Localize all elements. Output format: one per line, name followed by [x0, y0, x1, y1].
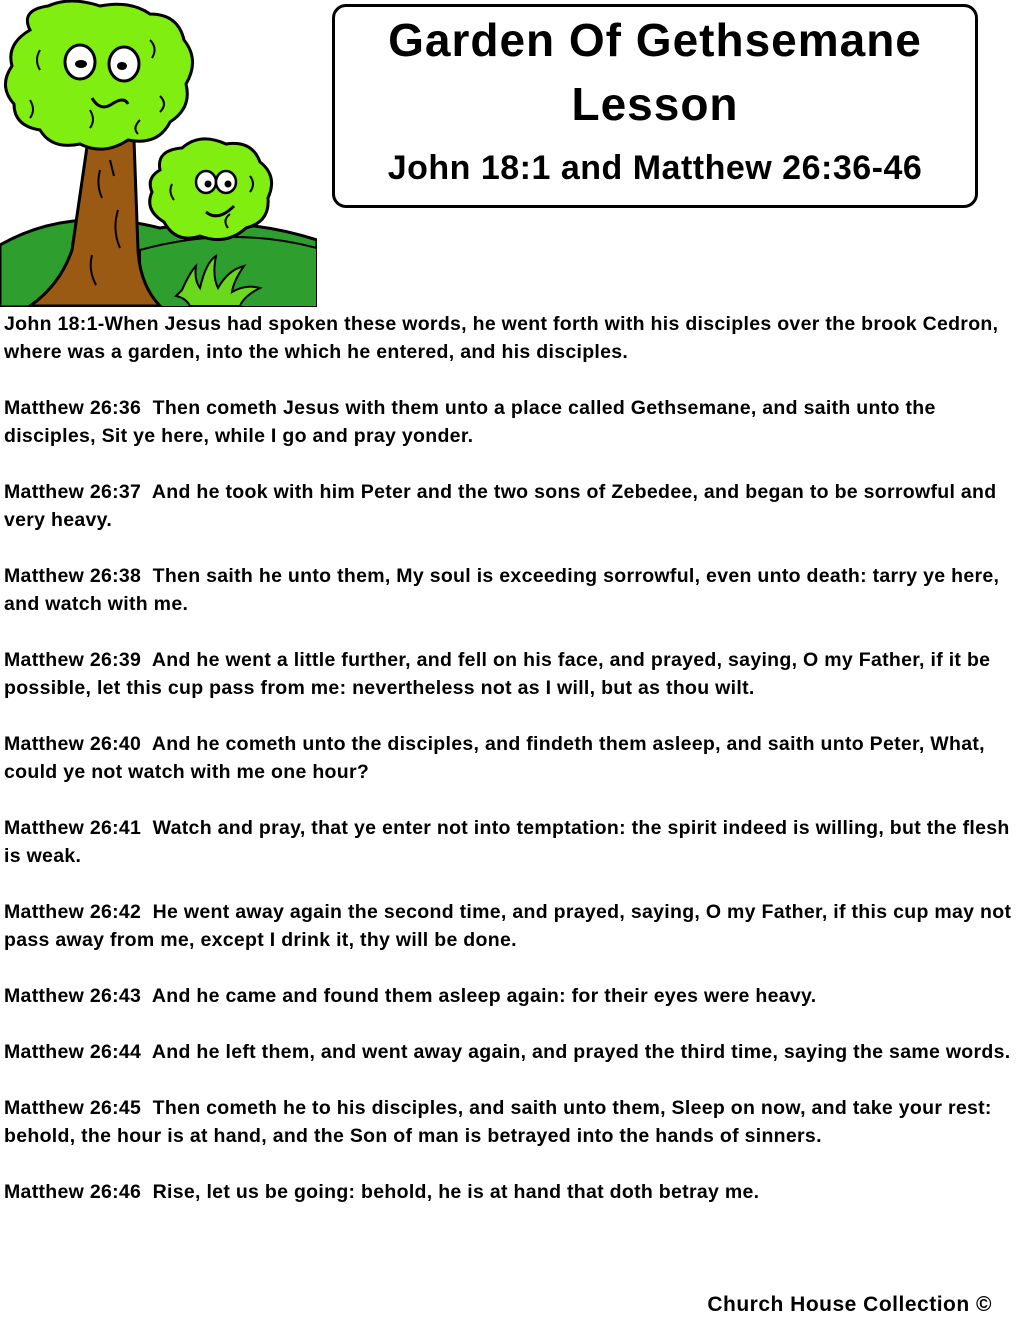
- title-box: [332, 4, 978, 208]
- verse-paragraph: Matthew 26:40 And he cometh unto the disciples, and findeth them asleep, and saith unto Peter, What, could ye not watch with me one hour?: [4, 733, 991, 783]
- verse-paragraph: Matthew 26:42 He went away again the second time, and prayed, saying, O my Father, if this cup may not pass away from me, except I drink it, thy will be done.: [4, 901, 1017, 951]
- page-title-line-1: Garden Of Gethsemane: [388, 14, 922, 66]
- big-tree-crown-shape: [5, 1, 192, 149]
- verse-paragraph: Matthew 26:46 Rise, let us be going: behold, he is at hand that doth betray me.: [4, 1181, 760, 1203]
- verse-paragraph: Matthew 26:43 And he came and found them asleep again: for their eyes were heavy.: [4, 985, 817, 1007]
- verse-paragraph: Matthew 26:45 Then cometh he to his disciples, and saith unto them, Sleep on now, and take your rest: behold, the hour is at hand, and the Son of man is betrayed into the hands of sinners.: [4, 1097, 998, 1147]
- verse-paragraph: Matthew 26:36 Then cometh Jesus with them unto a place called Gethsemane, and saith unto the disciples, Sit ye here, while I go and pray yonder.: [4, 397, 942, 447]
- verse-list: [4, 310, 1017, 1234]
- verse-paragraph: Matthew 26:39 And he went a little further, and fell on his face, and prayed, saying, O my Father, if it be possible, let this cup pass from me: nevertheless not as I will, but as thou wilt.: [4, 649, 997, 699]
- copyright-credit: Church House Collection ©: [707, 1293, 992, 1316]
- garden-trees-illustration: [0, 0, 317, 307]
- page-title-line-2: Lesson: [571, 78, 739, 130]
- verse-paragraph: Matthew 26:41 Watch and pray, that ye enter not into temptation: the spirit indeed is willing, but the flesh is weak.: [4, 817, 1016, 867]
- verse-paragraph: Matthew 26:37 And he took with him Peter and the two sons of Zebedee, and began to be sorrowful and very heavy.: [4, 481, 1003, 531]
- scripture-reference: John 18:1 and Matthew 26:36-46: [387, 149, 923, 187]
- verse-paragraph: Matthew 26:44 And he left them, and went away again, and prayed the third time, saying the same words.: [4, 1041, 1011, 1063]
- verse-paragraph: John 18:1-When Jesus had spoken these words, he went forth with his disciples over the brook Cedron, where was a garden, into the which he entered, and his disciples.: [4, 313, 1005, 363]
- verse-paragraph: Matthew 26:38 Then saith he unto them, My soul is exceeding sorrowful, even unto death: tarry ye here, and watch with me.: [4, 565, 1005, 615]
